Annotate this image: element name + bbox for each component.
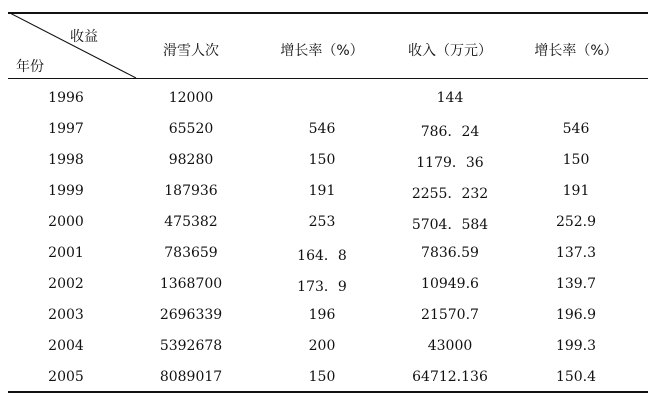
- table-row: [8, 148, 648, 179]
- cell-year: 2005: [48, 369, 84, 385]
- cell-visit-growth: 173．9: [297, 279, 347, 295]
- cell-income-growth: 546: [562, 121, 590, 137]
- cell-income: 43000: [427, 338, 473, 354]
- table-row: [8, 272, 648, 303]
- cell-year: 2000: [48, 214, 84, 230]
- cell-income: 2255．232: [411, 186, 489, 202]
- cell-visit-growth: 150: [308, 152, 336, 168]
- cell-year: 2001: [48, 245, 84, 261]
- cell-visit-growth: 164．8: [297, 248, 347, 264]
- table-row: [8, 303, 648, 334]
- cell-visits: 783659: [164, 245, 218, 261]
- cell-visits: 8089017: [159, 369, 223, 385]
- cell-visits: 5392678: [159, 338, 223, 354]
- cell-visit-growth: 191: [308, 183, 336, 199]
- cell-income: 1179．36: [416, 155, 484, 171]
- table-row: [8, 179, 648, 210]
- table-row: [8, 86, 648, 117]
- cell-visit-growth: 253: [308, 214, 336, 230]
- cell-visits: 12000: [168, 90, 214, 106]
- cell-year: 1997: [48, 121, 84, 137]
- cell-income: 7836.59: [421, 245, 479, 261]
- cell-year: 1996: [48, 90, 84, 106]
- cell-visits: 98280: [168, 152, 214, 168]
- cell-year: 1999: [48, 183, 84, 199]
- cell-visit-growth: 150: [308, 369, 336, 385]
- cell-income-growth: 191: [562, 183, 590, 199]
- corner-header-top: 收益: [70, 29, 98, 45]
- cell-income: 5704．584: [411, 217, 489, 233]
- cell-visit-growth: 200: [308, 338, 336, 354]
- cell-visit-growth: 546: [308, 121, 336, 137]
- cell-year: 2003: [48, 307, 84, 323]
- cell-income-growth: 150: [562, 152, 590, 168]
- cell-income: 144: [436, 90, 464, 106]
- column-header-income: 收入（万元）: [408, 43, 492, 59]
- table-row: [8, 210, 648, 241]
- cell-income: 786．24: [420, 124, 480, 140]
- cell-income-growth: 150.4: [555, 369, 597, 385]
- cell-income: 21570.7: [421, 307, 479, 323]
- cell-income-growth: 252.9: [555, 214, 597, 230]
- table-row: [8, 334, 648, 365]
- corner-header-bottom: 年份: [16, 59, 44, 75]
- cell-income: 64712.136: [412, 369, 488, 385]
- cell-visits: 65520: [168, 121, 214, 137]
- column-header-visit-growth: 增长率（%）: [280, 43, 364, 59]
- table-body: [8, 86, 648, 396]
- cell-income-growth: 199.3: [555, 338, 597, 354]
- cell-visit-growth: 196: [308, 307, 336, 323]
- cell-year: 1998: [48, 152, 84, 168]
- table-row: [8, 117, 648, 148]
- cell-visits: 187936: [164, 183, 218, 199]
- column-header-income-growth: 增长率（%）: [534, 43, 618, 59]
- cell-visits: 475382: [164, 214, 218, 230]
- column-header-visits: 滑雪人次: [163, 43, 219, 59]
- cell-visits: 2696339: [159, 307, 223, 323]
- table-row: [8, 241, 648, 272]
- cell-year: 2002: [48, 276, 84, 292]
- cell-income-growth: 139.7: [555, 276, 597, 292]
- cell-income-growth: 196.9: [555, 307, 597, 323]
- cell-visits: 1368700: [159, 276, 223, 292]
- table-row: [8, 365, 648, 396]
- cell-income-growth: 137.3: [555, 245, 597, 261]
- cell-income: 10949.6: [421, 276, 479, 292]
- cell-year: 2004: [48, 338, 84, 354]
